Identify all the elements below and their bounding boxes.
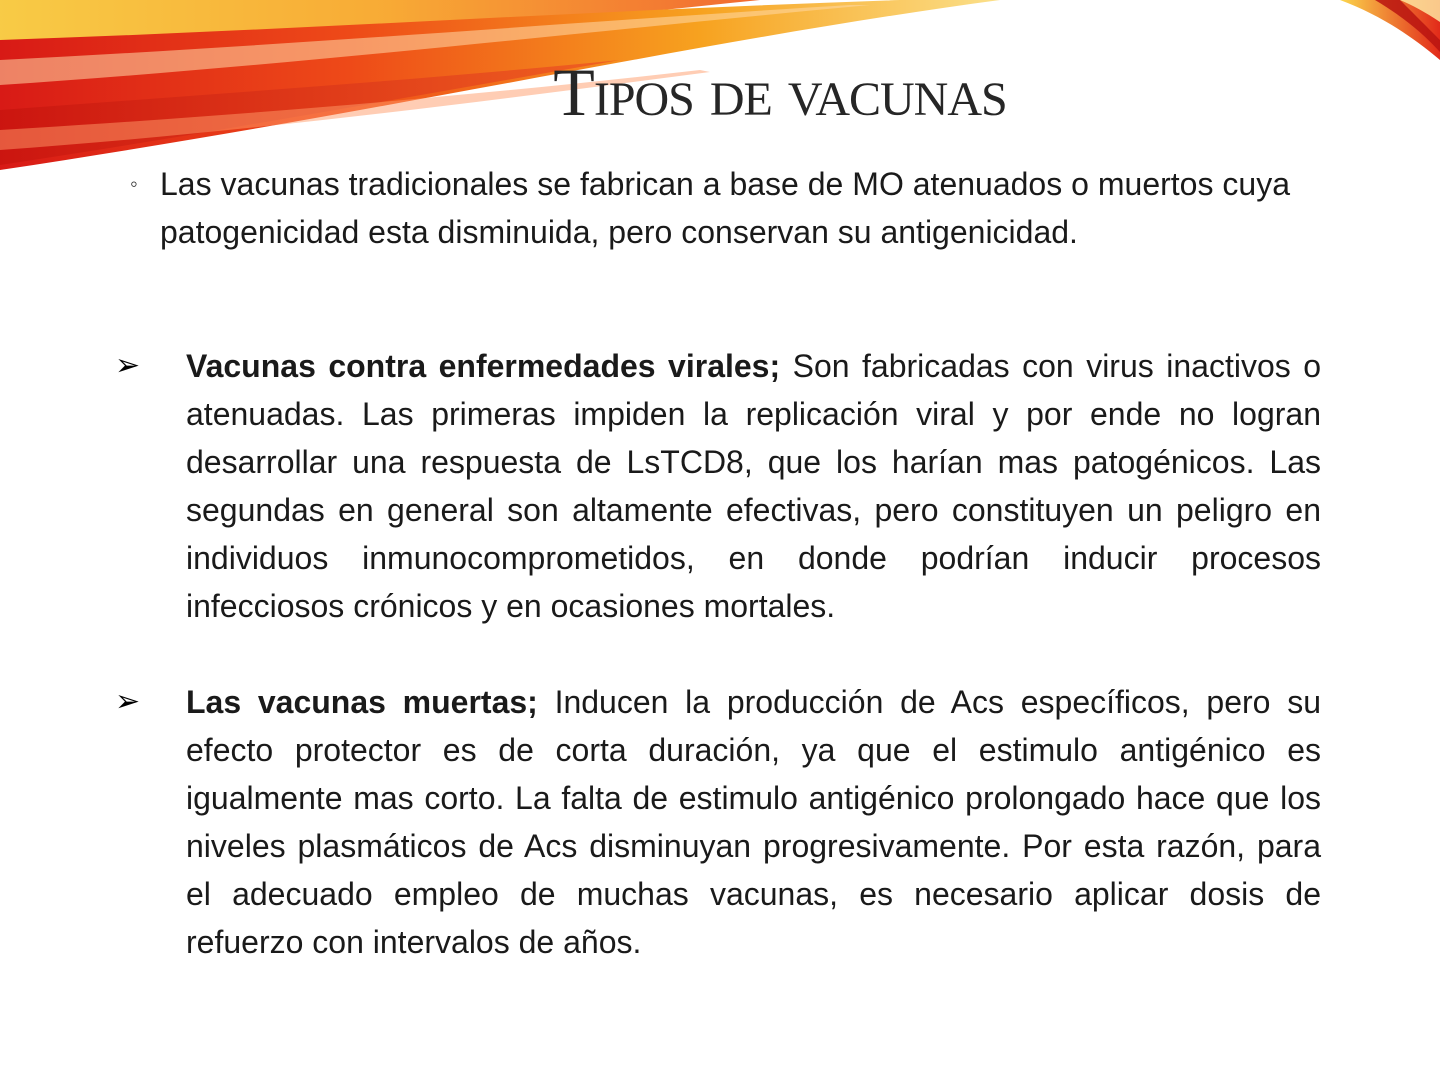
intro-text: Las vacunas tradicionales se fabrican a base de MO atenuados o muertos cuya patogenicidad esta disminuida, pero conservan su antigenicidad.: [160, 166, 1290, 250]
point-text: Inducen la producción de Acs específicos, pero su efecto protector es de corta duración, ya que el estimulo antigénico es igualmente mas corto. La falta de estimulo antigénico prolongado hace que los niveles plasmáticos de Acs disminuyan progresivamente. Por esta razón, para el adecuado empleo de muchas vacunas, es necesario aplicar dosis de refuerzo con intervalos de años.: [186, 684, 1322, 960]
arrow-bullet-icon: ➢: [115, 349, 141, 382]
point-viral-vaccines: [115, 342, 1321, 630]
arrow-bullet-icon: ➢: [115, 685, 141, 718]
point-text: Son fabricadas con virus inactivos o atenuadas. Las primeras impiden la replicación viral y por ende no logran desarrollar una respuesta de LsTCD8, que los harían mas patogénicos. Las segundas en general son altamente efectivas, pero constituyen un peligro en individuos inmunocomprometidos, en donde podrían inducir procesos infecciosos crónicos y en ocasiones mortales.: [186, 348, 1322, 624]
intro-paragraph: [130, 160, 1290, 256]
point-lead: Vacunas contra enfermedades virales;: [186, 348, 781, 384]
circle-bullet-icon: ◦: [130, 171, 138, 196]
point-dead-vaccines: [115, 678, 1321, 966]
page-title: Tipos de vacunas: [553, 54, 1007, 130]
point-lead: Las vacunas muertas;: [186, 684, 538, 720]
